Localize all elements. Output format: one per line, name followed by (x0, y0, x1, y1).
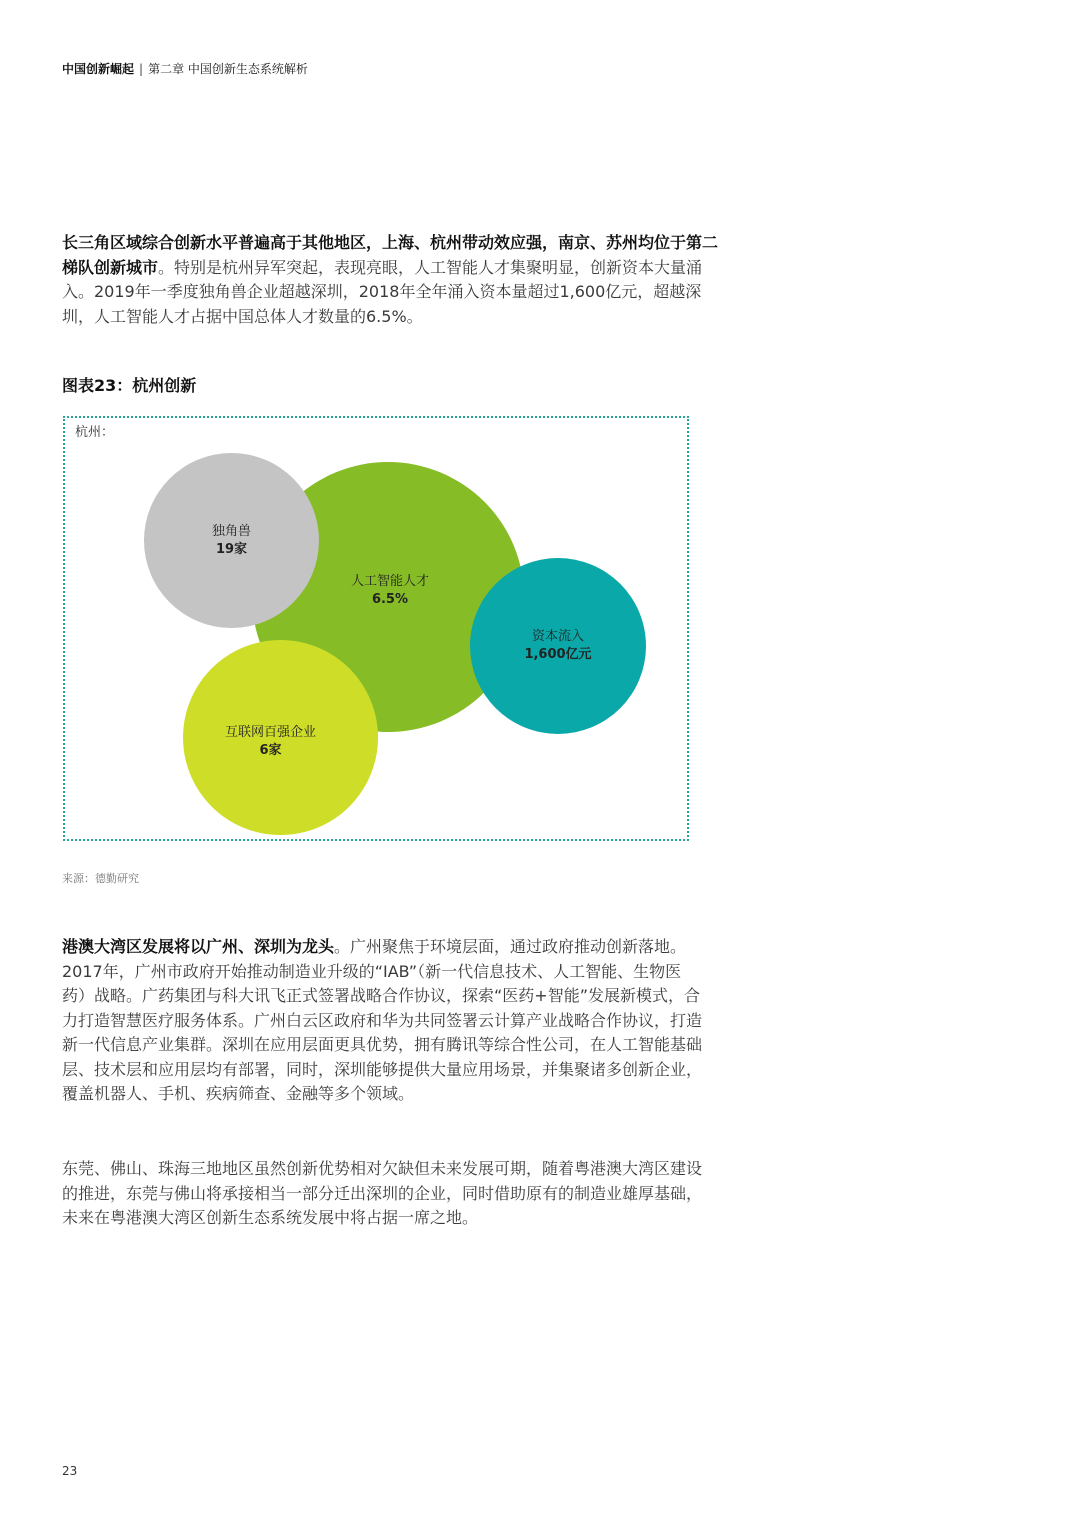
bubble-internet-top100-label: 互联网百强企业 (224, 724, 316, 740)
bubble-internet-top100 (183, 640, 378, 835)
bubble-internet-top100-value: 6家 (259, 742, 282, 758)
figure-title: 图表23：杭州创新 (62, 376, 197, 395)
figure-city-label: 杭州： (75, 425, 115, 440)
gba-lead-bold: 港澳大湾区发展将以广州、深圳为龙头 (62, 937, 335, 956)
intro-lead-bold: 长三角区域综合创新水平普遍高于其他地区，上海、杭州带动效应强，南京、苏州均位于第二梯队创新城市 (62, 233, 719, 277)
bubble-ai-talent-label: 人工智能人才 (350, 574, 429, 589)
chapter-title: 第二章 中国创新生态系统解析 (148, 62, 308, 76)
bubble-capital-inflow-label: 资本流入 (531, 629, 584, 644)
bubble-capital-inflow-value: 1,600亿元 (524, 647, 592, 662)
gba-paragraph (62, 935, 702, 1107)
bubble-capital-inflow (470, 558, 646, 734)
intro-body: 。特别是杭州异军突起，表现亮眼，人工智能人才集聚明显，创新资本大量涌入。2019年一季度独角兽企业超越深圳，2018年全年涌入资本量超过1,600亿元，超越深圳，人工智能人才占据中国总体人才数量的6.5%。 (62, 257, 703, 326)
bubble-unicorn-value: 19家 (215, 541, 248, 557)
intro-paragraph (62, 231, 722, 329)
page-header (62, 60, 308, 77)
gba-body: 。广州聚焦于环境层面，通过政府推动创新落地。2017年，广州市政府开始推动制造业升级的“IAB”（新一代信息技术、人工智能、生物医药）战略。广药集团与科大讯飞正式签署战略合作协议，探索“医药+智能”发展新模式，合力打造智慧医疗服务体系。广州白云区政府和华为共同签署云计算产业战略合作协议，打造新一代信息产业集群。深圳在应用层面更具优势，拥有腾讯等综合性公司，在人工智能基础层、技术层和应用层均有部署，同时，深圳能够提供大量应用场景，并集聚诸多创新企业，覆盖机器人、手机、疾病筛查、金融等多个领域。 (62, 937, 703, 1103)
header-separator: | (139, 62, 144, 76)
bubble-unicorn (144, 453, 319, 628)
bubble-unicorn-label: 独角兽 (211, 523, 251, 539)
figure-source: 来源：德勤研究 (62, 872, 139, 885)
report-title: 中国创新崛起 (62, 62, 135, 76)
page-number: 23 (62, 1464, 78, 1478)
closing-paragraph: 东莞、佛山、珠海三地地区虽然创新优势相对欠缺但未来发展可期，随着粤港澳大湾区建设的推进，东莞与佛山将承接相当一部分迁出深圳的企业，同时借助原有的制造业雄厚基础，未来在粤港澳大湾区创新生态系统发展中将占据一席之地。 (62, 1159, 703, 1227)
bubble-ai-talent-value: 6.5% (371, 592, 409, 607)
